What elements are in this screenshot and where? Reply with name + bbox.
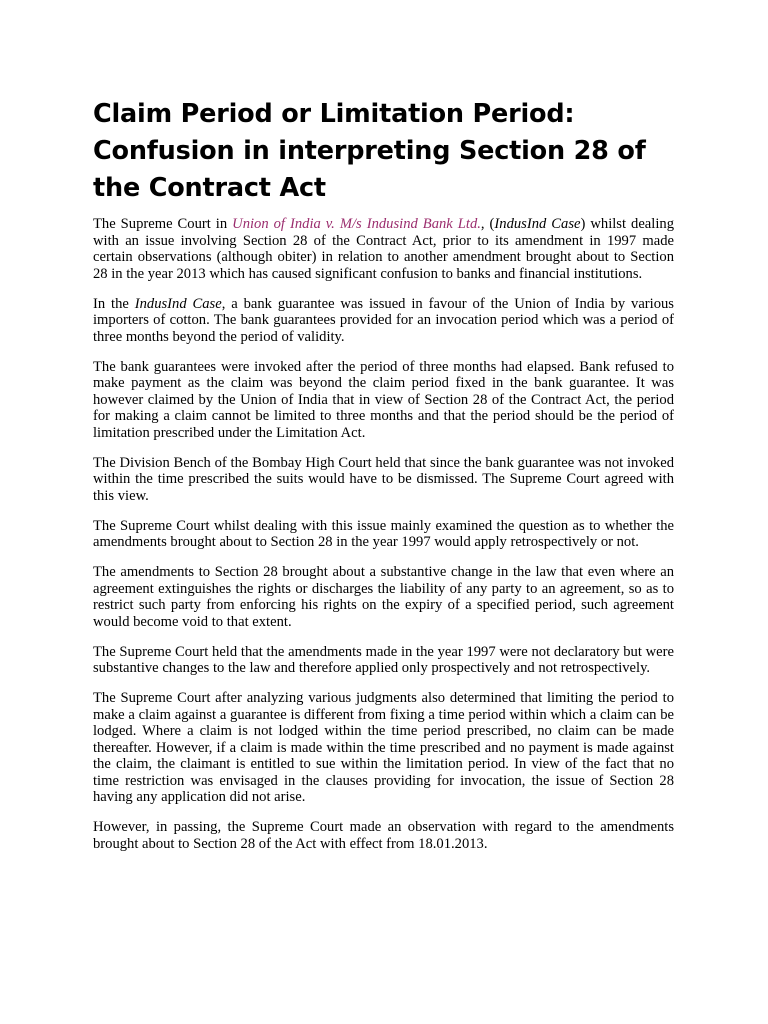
paragraph-7: The Supreme Court held that the amendments made in the year 1997 were not declaratory but were substantive changes to the law and therefore applied only prospectively and not retrospectively. <box>93 643 674 676</box>
paragraph-9: However, in passing, the Supreme Court made an observation with regard to the amendments brought about to Section 28 of the Act with effect from 18.01.2013. <box>93 819 674 852</box>
paragraph-1-text-c: ) whilst dealing with an issue involving Section 28 of the Contract Act, prior to its amendment in 1997 made certain observations (although obiter) in relation to another amendment brought about to Section 28 in the year 2013 which has caused significant confusion to banks and financial institutions. <box>93 216 674 282</box>
paragraph-8: The Supreme Court after analyzing various judgments also determined that limiting the period to make a claim against a guarantee is different from fixing a time period within which a claim can be lodged. Where a claim is not lodged within the time period prescribed, no claim can be made thereafter. However, if a claim is made within the time prescribed and no payment is made against the claim, the claimant is entitled to sue within the limitation period. In view of the fact that no time restriction was envisaged in the clauses providing for invocation, the issue of Section 28 having any application did not arise. <box>93 690 674 805</box>
paragraph-1-text-a: The Supreme Court in <box>93 216 233 232</box>
paragraph-4: The Division Bench of the Bombay High Court held that since the bank guarantee was not invoked within the time prescribed the suits would have to be dismissed. The Supreme Court agreed with this view. <box>93 454 674 504</box>
paragraph-5: The Supreme Court whilst dealing with this issue mainly examined the question as to whether the amendments brought about to Section 28 in the year 1997 would apply retrospectively or not. <box>93 517 674 550</box>
paragraph-6: The amendments to Section 28 brought about a substantive change in the law that even where an agreement extinguishes the rights or discharges the liability of any party to an agreement, so as to restrict such party from enforcing his rights on the expiry of a specified period, such agreement would become void to that extent. <box>93 564 674 630</box>
paragraph-3: The bank guarantees were invoked after the period of three months had elapsed. Bank refused to make payment as the claim was beyond the claim period fixed in the bank guarantee. It was however claimed by the Union of India that in view of Section 28 of the Contract Act, the period for making a claim cannot be limited to three months and that the period should be the period of limitation prescribed under the Limitation Act. <box>93 358 674 441</box>
paragraph-1 <box>93 216 674 282</box>
paragraph-2 <box>93 296 674 346</box>
document-title: Claim Period or Limitation Period: Confusion in interpreting Section 28 of the Contract Act <box>93 99 646 203</box>
paragraph-1-text-b: , ( <box>480 216 495 232</box>
case-citation-link[interactable]: Union of India v. M/s Indusind Bank Ltd. <box>232 216 481 232</box>
paragraph-2-text-a: In the <box>93 295 135 312</box>
document-body <box>93 96 674 866</box>
case-short-name: IndusInd Case <box>134 295 222 312</box>
paragraph-2-text-b: , a bank guarantee was issued in favour of the Union of India by various importers of cotton. The bank guarantees provided for an invocation period which was a period of three months beyond the period of validity. <box>93 295 674 345</box>
case-short-name: IndusInd Case <box>494 216 581 232</box>
